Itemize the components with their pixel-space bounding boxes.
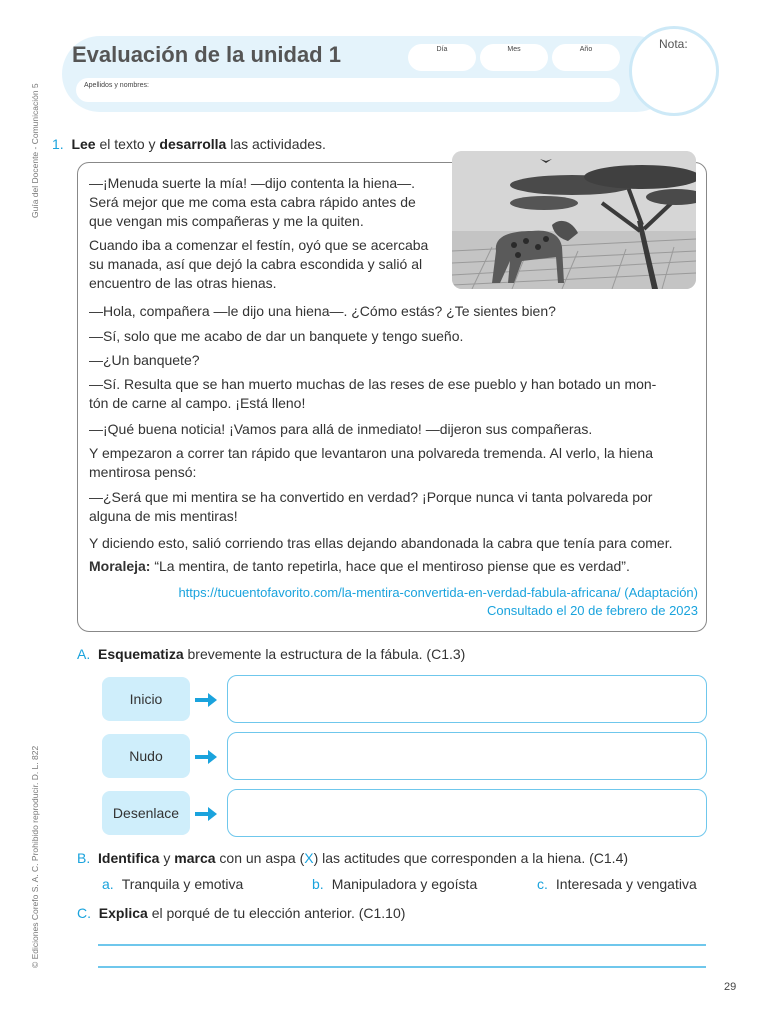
question-1-prompt (52, 136, 326, 152)
moral-label: Moraleja: (89, 558, 151, 574)
section-b-prompt (77, 850, 628, 866)
side-text-top: Guía del Docente - Comunicación 5 (30, 83, 40, 218)
answer-box-nudo[interactable] (227, 732, 707, 780)
section-c-prompt (77, 905, 405, 921)
section-a-letter: A. (77, 646, 91, 662)
option-b[interactable] (312, 876, 477, 892)
section-a-verb: Esquematiza (98, 646, 184, 662)
option-c-text: Interesada y vengativa (555, 876, 697, 892)
source-date: Consultado el 20 de febrero de 2023 (486, 603, 698, 618)
story-line: —¡Qué buena noticia! ¡Vamos para allá de inmediato! —dijeron sus compañeras. (89, 421, 593, 437)
option-c[interactable] (537, 876, 697, 892)
grade-circle[interactable] (629, 26, 719, 116)
option-b-text: Manipuladora y egoísta (331, 876, 478, 892)
question-1-verb2: desarrolla (159, 136, 227, 152)
year-label: Año (579, 46, 593, 53)
story-line: —¿Será que mi mentira se ha convertido en verdad? ¡Porque nunca vi tanta polvareda por (89, 489, 653, 505)
story-line: que vengan mis compañeras y me la quiten. (89, 213, 364, 229)
side-text-bottom: © Ediciones Corefo S. A. C. Prohibido reproducir. D. L. 822 (30, 745, 40, 968)
section-b-verb1: Identifica (98, 850, 160, 866)
story-line: —Hola, compañera —le dijo una hiena—. ¿Cómo estás? ¿Te sientes bien? (89, 303, 556, 319)
section-c-verb: Explica (98, 905, 148, 921)
answer-line-2[interactable] (98, 966, 706, 968)
answer-box-inicio[interactable] (227, 675, 707, 723)
section-c-letter: C. (77, 905, 91, 921)
name-label: Apellidos y nombres: (84, 82, 149, 89)
arrow-right-icon (195, 750, 217, 764)
arrow-right-icon (195, 807, 217, 821)
section-b-rest: ) las actitudes que corresponden a la hiena. (C1.4) (313, 850, 629, 866)
story-line: Cuando iba a comenzar el festín, oyó que se acercaba (89, 237, 429, 253)
moral-text: “La mentira, de tanto repetirla, hace que el mentiroso piense que es verdad”. (150, 558, 630, 574)
question-1-mid: el texto y (95, 136, 160, 152)
answer-box-desenlace[interactable] (227, 789, 707, 837)
arrow-right-icon (195, 693, 217, 707)
grade-label: Nota: (659, 37, 688, 51)
section-b-mid2: con un aspa ( (215, 850, 305, 866)
story-line: —¿Un banquete? (89, 352, 200, 368)
section-b-verb2: marca (174, 850, 216, 866)
question-1-verb1: Lee (71, 136, 96, 152)
day-label: Día (436, 46, 448, 53)
story-line: —Sí. Resulta que se han muerto muchas de las reses de ese pueblo y han botado un mon- (89, 376, 657, 392)
question-1-rest: las actividades. (226, 136, 326, 152)
name-field[interactable] (76, 78, 620, 102)
x-mark: X (304, 850, 314, 866)
question-1-number: 1. (52, 136, 64, 152)
story-line: —¡Menuda suerte la mía! —dijo contenta la hiena—. (89, 175, 416, 191)
story-line: mentirosa pensó: (89, 464, 197, 480)
section-b-letter: B. (77, 850, 91, 866)
month-field[interactable] (480, 44, 548, 71)
option-c-letter: c. (537, 876, 548, 892)
year-field[interactable] (552, 44, 620, 71)
story-line: encuentro de las otras hienas. (89, 275, 277, 291)
section-c-rest: el porqué de tu elección anterior. (C1.10) (147, 905, 406, 921)
structure-label-desenlace: Desenlace (102, 791, 190, 835)
option-a[interactable] (102, 876, 243, 892)
structure-label-inicio: Inicio (102, 677, 190, 721)
story-line: —Sí, solo que me acabo de dar un banquete y tengo sueño. (89, 328, 464, 344)
page-title: Evaluación de la unidad 1 (72, 42, 341, 67)
section-b-mid: y (159, 850, 175, 866)
section-a-rest: brevemente la estructura de la fábula. (C1.3) (183, 646, 466, 662)
month-label: Mes (507, 46, 521, 53)
option-a-text: Tranquila y emotiva (121, 876, 244, 892)
story-moral (89, 557, 630, 576)
page-number: 29 (724, 981, 737, 993)
option-a-letter: a. (102, 876, 114, 892)
day-field[interactable] (408, 44, 476, 71)
hyena-illustration (452, 151, 696, 289)
story-line: tón de carne al campo. ¡Está lleno! (89, 395, 306, 411)
section-a-prompt (77, 646, 465, 662)
option-b-letter: b. (312, 876, 324, 892)
story-line: Será mejor que me coma esta cabra rápido antes de (89, 194, 416, 210)
story-line: alguna de mis mentiras! (89, 508, 238, 524)
story-line: Y diciendo esto, salió corriendo tras ellas dejando abandonada la cabra que tenía para comer. (89, 535, 673, 551)
source-link[interactable]: https://tucuentofavorito.com/la-mentira-convertida-en-verdad-fabula-africana/ (Adaptación) (178, 585, 698, 600)
story-line: Y empezaron a correr tan rápido que levantaron una polvareda tremenda. Al verlo, la hiena (89, 445, 653, 461)
structure-label-nudo: Nudo (102, 734, 190, 778)
story-line: su manada, así que dejó la cabra escondida y salió al (89, 256, 423, 272)
answer-line-1[interactable] (98, 944, 706, 946)
